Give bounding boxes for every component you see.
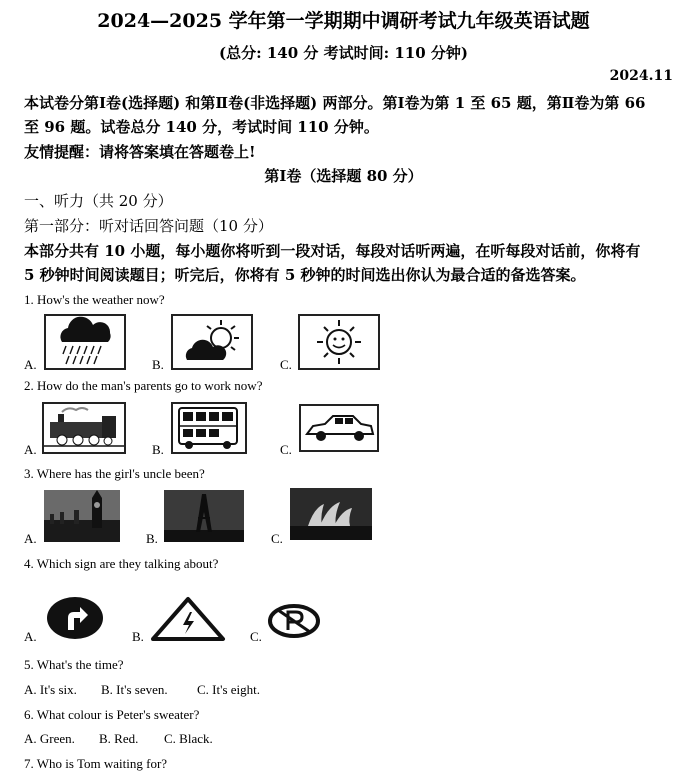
- intro-line-2: 至 96 题。试卷总分 140 分，考试时间 110 分钟。: [24, 118, 379, 136]
- sun-cloud-icon: [173, 316, 251, 368]
- eiffel-tower-icon: [164, 490, 244, 542]
- q1-label-b: B.: [152, 357, 164, 372]
- q2-label-c: C.: [280, 442, 292, 457]
- eiffel-tower-photo: [164, 490, 244, 542]
- exam-date: 2024.11: [609, 68, 673, 84]
- sydney-opera-house-photo: [290, 488, 372, 540]
- question-3: 3. Where has the girl's uncle been?: [24, 466, 205, 481]
- sunny-picture: [298, 314, 380, 370]
- q5-option-c: C. It's eight.: [197, 682, 261, 697]
- part-title: 一、听力（共 20 分）: [24, 192, 173, 210]
- rain-picture: [44, 314, 126, 370]
- q1-label-a: A.: [24, 357, 37, 372]
- exam-title: 2024—2025 学年第一学期期中调研考试九年级英语试题: [97, 10, 590, 32]
- q2-label-a: A.: [24, 442, 37, 457]
- instruction-1: 本部分共有 10 小题，每小题你将听到一段对话，每段对话听两遍，在听每段对话前，你将有: [24, 242, 641, 260]
- big-ben-icon: [44, 490, 120, 542]
- sun-icon: [300, 316, 378, 368]
- no-parking-sign-icon: [268, 604, 320, 638]
- partly-cloudy-picture: [171, 314, 253, 370]
- train-picture: [42, 402, 126, 454]
- q5-option-b: B. It's seven.: [101, 682, 168, 697]
- q3-label-a: A.: [24, 531, 37, 546]
- subpart-title: 第一部分：听对话回答问题（10 分）: [24, 217, 273, 235]
- reminder: 友情提醒：请将答案填在答题卷上!: [24, 143, 256, 161]
- bus-picture: [171, 402, 247, 454]
- instruction-2: 5 秒钟时间阅读题目；听完后，你将有 5 秒钟的时间选出你认为最合适的备选答案。: [24, 266, 586, 284]
- electric-danger-sign-icon: [150, 596, 226, 642]
- q4-label-b: B.: [132, 629, 144, 644]
- double-decker-bus-icon: [173, 404, 245, 452]
- question-2: 2. How do the man's parents go to work now?: [24, 378, 263, 393]
- q6-option-c: C. Black.: [164, 731, 213, 746]
- section-title: 第Ⅰ卷（选择题 80 分）: [264, 167, 423, 185]
- q3-label-b: B.: [146, 531, 158, 546]
- turn-right-sign-icon: [46, 596, 104, 640]
- rain-cloud-icon: [46, 316, 124, 368]
- exam-subtitle: (总分: 140 分 考试时间: 110 分钟): [218, 44, 468, 62]
- q2-label-b: B.: [152, 442, 164, 457]
- question-5: 5. What's the time?: [24, 657, 124, 672]
- q6-option-b: B. Red.: [99, 731, 139, 746]
- opera-house-icon: [290, 488, 372, 540]
- car-picture: [299, 404, 379, 452]
- car-icon: [301, 406, 377, 450]
- q4-label-a: A.: [24, 629, 37, 644]
- q1-label-c: C.: [280, 357, 292, 372]
- train-icon: [44, 404, 124, 452]
- q3-label-c: C.: [271, 531, 283, 546]
- q4-label-c: C.: [250, 629, 262, 644]
- q6-option-a: A. Green.: [24, 731, 75, 746]
- question-1: 1. How's the weather now?: [24, 292, 165, 307]
- question-7: 7. Who is Tom waiting for?: [24, 756, 168, 771]
- question-4: 4. Which sign are they talking about?: [24, 556, 219, 571]
- question-6: 6. What colour is Peter's sweater?: [24, 707, 200, 722]
- intro-line-1: 本试卷分第Ⅰ卷(选择题) 和第Ⅱ卷(非选择题) 两部分。第Ⅰ卷为第 1 至 65 题，第Ⅱ卷为第 66: [24, 94, 646, 112]
- big-ben-photo: [44, 490, 120, 542]
- q5-option-a: A. It's six.: [24, 682, 77, 697]
